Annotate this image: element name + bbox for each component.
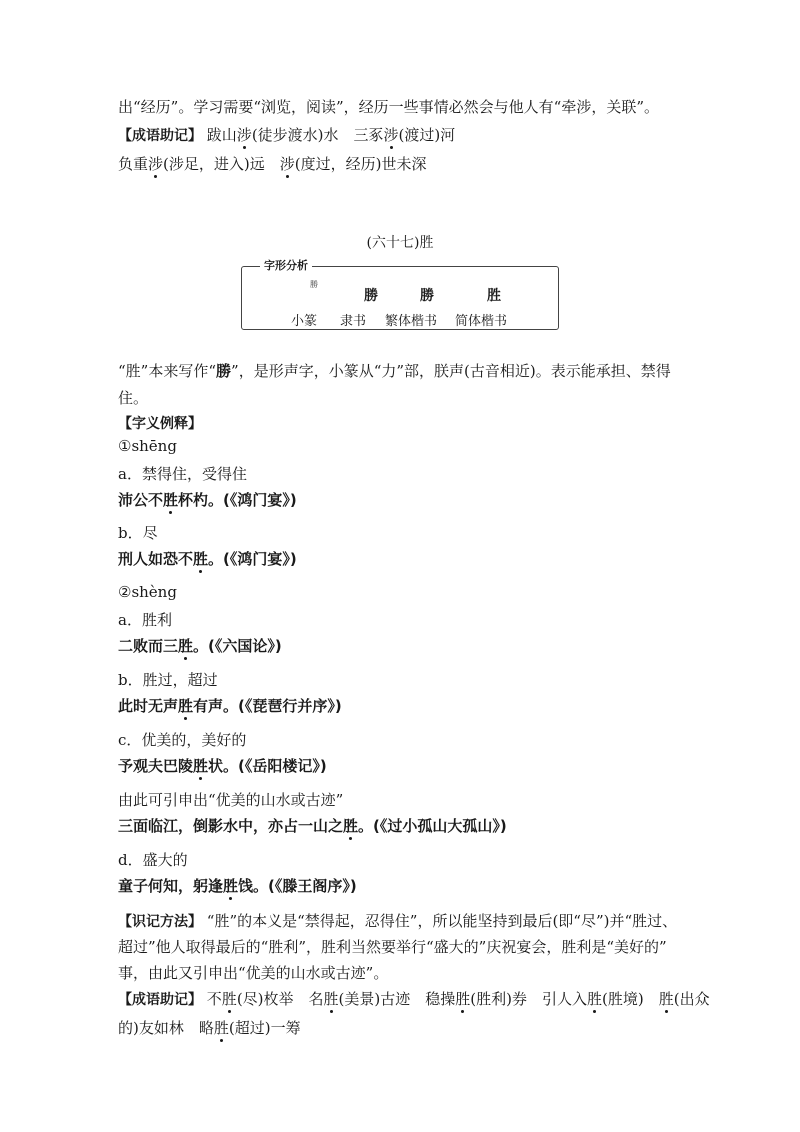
section-heading: (六十七)胜 [366,235,434,251]
meaning-label: d．盛大的 [118,851,188,869]
memory-line: 事，由此又引申出“优美的山水或古迹”。 [118,964,389,982]
meaning-label: b．尽 [118,524,158,542]
origin-line: 住。 [118,389,149,407]
example-sentence: 此时无声胜有声。(《琵琶行并序》) [118,697,342,715]
text-line: 出“经历”。学习需要“浏览，阅读”，经历一些事情必然会与他人有“牵涉，关联”。 [118,98,660,116]
example-sentence: 予观夫巴陵胜状。(《岳阳楼记》) [118,757,327,775]
emphasis-char: 涉 [236,126,252,144]
meaning-label: a．禁得住，受得住 [118,465,247,483]
meanings-tag: 【字义例释】 [118,416,202,432]
origin-line: “胜”本来写作“勝”，是形声字，小篆从“力”部，朕声(古音相近)。表示能承担、禁得 [118,362,671,380]
clerical-glyph: 勝 [364,288,378,304]
glyph-analysis-box [241,259,559,330]
pinyin: ①shēng [118,437,177,455]
idiom-line: 负重涉(涉足，进入)远 涉(度过，经历)世未深 [118,155,427,173]
emphasis-char: 涉 [383,126,399,144]
simplified-glyph: 胜 [487,288,501,304]
memory-line: 超过”他人取得最后的“胜利”，胜利当然要举行“盛大的”庆祝宴会，胜利是“美好的” [118,938,667,956]
caption-traditional: 繁体楷书 [385,314,438,329]
traditional-glyph: 勝 [420,288,434,304]
box-title: 字形分析 [260,257,312,273]
memory-tag: 【识记方法】 [118,914,202,930]
emphasis-char: 涉 [279,155,295,173]
caption-seal: 小篆 [291,314,318,329]
example-sentence: 童子何知，躬逢胜饯。(《滕王阁序》) [118,877,357,895]
idiom-tag: 【成语助记】 [118,128,202,144]
caption-clerical: 隶书 [340,314,367,329]
idiom-line: 的)友如林 略胜(超过)一筹 [118,1019,301,1037]
meaning-label: c．优美的，美好的 [118,731,247,749]
memory-line: 【识记方法】 “胜”的本义是“禁得起，忍得住”，所以能坚持到最后(即“尽”)并“胜过、 [118,912,678,930]
example-sentence: 三面临江，倒影水中，亦占一山之胜。(《过小孤山大孤山》) [118,817,507,835]
extension-note: 由此可引申出“优美的山水或古迹” [118,791,344,809]
pinyin: ②shèng [118,583,177,601]
seal-script-glyph: 勝 [310,280,318,289]
example-sentence: 刑人如恐不胜。(《鸿门宴》) [118,550,297,568]
idiom-tag: 【成语助记】 [118,992,202,1008]
example-sentence: 二败而三胜。(《六国论》) [118,637,282,655]
meaning-label: a．胜利 [118,611,172,629]
meaning-label: b．胜过，超过 [118,671,218,689]
emphasis-char: 涉 [148,155,164,173]
caption-simplified: 简体楷书 [455,314,508,329]
idiom-line: 【成语助记】 不胜(尽)枚举 名胜(美景)古迹 稳操胜(胜利)券 引人入胜(胜境) 胜(出众 [118,990,710,1008]
idiom-line: 【成语助记】 跋山涉(徒步渡水)水 三豖涉(渡过)河 [118,126,456,144]
example-sentence: 沛公不胜杯杓。(《鸿门宴》) [118,491,297,509]
